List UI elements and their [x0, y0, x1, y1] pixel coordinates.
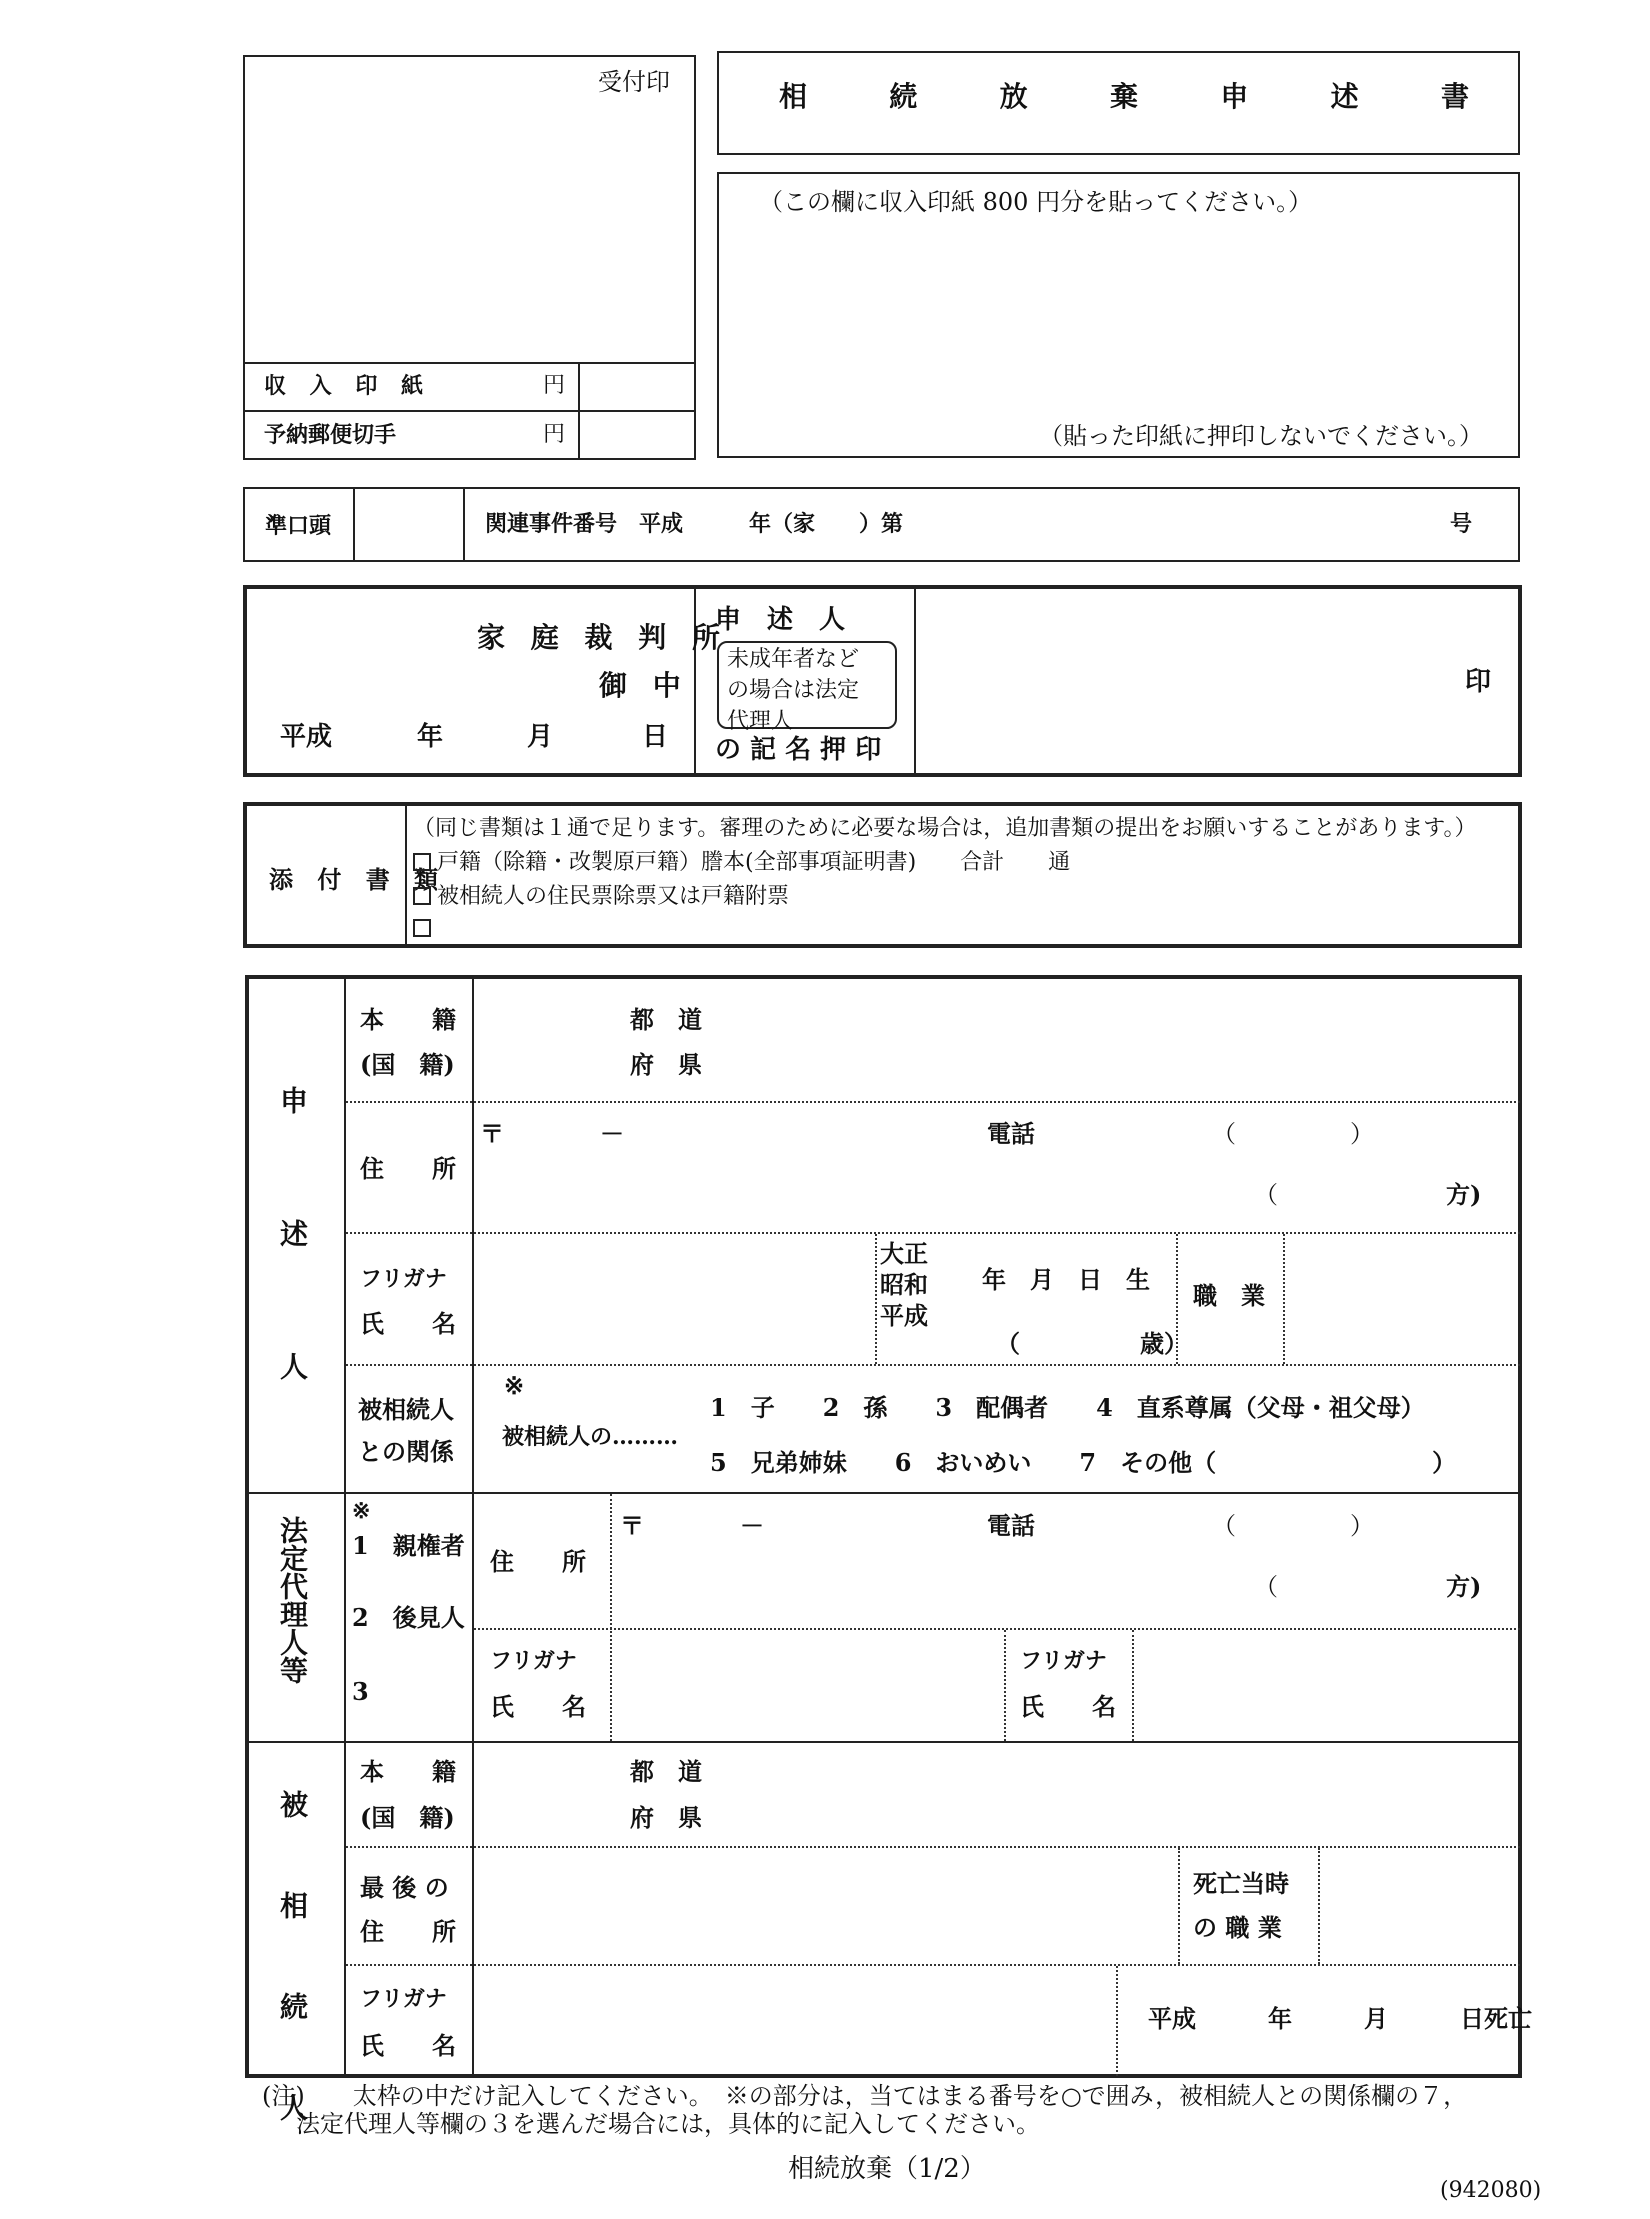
relation-options-row1[interactable]: 1 子 2 孫 3 配偶者 4 直系尊属（父母・祖父母）	[710, 1393, 1425, 1422]
footer-form-code: (942080)	[1440, 2178, 1542, 2203]
legal-rep-kata-open: （	[1254, 1573, 1278, 1601]
relation-label-2: との関係	[358, 1437, 454, 1466]
applicant-paren-note: 未成年者など の場合は法定 代理人	[727, 647, 860, 734]
revenue-stamp-label: 収 入 印 紙	[264, 373, 431, 399]
applicant-kokuseki-label: (国 籍)	[360, 1050, 455, 1079]
decedent-section-label: 被 相 続 人	[276, 1790, 309, 2141]
applicant-section-label: 申 述 人	[276, 1086, 309, 1416]
relation-kome: ※	[504, 1371, 525, 1400]
attachments-label: 添 付 書 類	[269, 865, 447, 894]
relation-label-1: 被相続人	[358, 1395, 454, 1424]
decedent-death-job-label-1: 死亡当時	[1193, 1869, 1289, 1898]
applicant-address-label: 住 所	[360, 1154, 456, 1183]
date-day: 日	[642, 722, 669, 752]
footer-note-2: 法定代理人等欄の３を選んだ場合には，具体的に記入してください。	[296, 2110, 1040, 2138]
applicant-age: （ 歳）	[996, 1329, 1188, 1358]
attachment-item-2[interactable]: 被相続人の住民票除票又は戸籍附票	[413, 886, 789, 908]
receipt-stamp-label: 受付印	[598, 68, 670, 96]
date-year: 年	[417, 722, 444, 752]
applicant-phone-paren-close: ）	[1350, 1120, 1374, 1148]
case-number-suffix: 号	[1450, 511, 1473, 537]
applicant-name-label: 氏 名	[360, 1309, 456, 1338]
legal-rep-phone-label: 電話	[987, 1511, 1035, 1540]
decedent-honseki-label: 本 籍	[360, 1757, 456, 1786]
legal-rep-phone-paren-open: （	[1212, 1512, 1236, 1540]
revenue-stamp-yen: 円	[543, 373, 566, 398]
stamp-note-top: （この欄に収入印紙 800 円分を貼ってください。）	[759, 188, 1313, 216]
attachments-note: （同じ書類は１通で足ります。審理のために必要な場合は，追加書類の提出をお願いすることがあります。）	[413, 816, 1477, 841]
decedent-name-label: 氏 名	[360, 2031, 456, 2060]
applicant-furigana-label: フリガナ	[360, 1266, 447, 1292]
decedent-fuken: 府 県	[630, 1803, 702, 1832]
legal-rep-furigana-label-1: フリガナ	[490, 1648, 577, 1674]
decedent-kokuseki-label: (国 籍)	[360, 1803, 455, 1832]
legal-rep-phone-paren-close: ）	[1350, 1512, 1374, 1540]
checkbox[interactable]	[413, 887, 431, 905]
legal-rep-address-label: 住 所	[490, 1547, 586, 1576]
legal-rep-name-label-1: 氏 名	[490, 1692, 586, 1721]
applicant-signature-label: 申 述 人	[715, 605, 846, 635]
applicant-fuken: 府 県	[630, 1050, 702, 1079]
relation-prefix: 被相続人の………	[502, 1424, 679, 1450]
jun-kuto-label: 準口頭	[265, 513, 332, 539]
applicant-kata: 方)	[1446, 1180, 1482, 1209]
applicant-honseki-label: 本 籍	[360, 1005, 456, 1034]
main-form-table	[245, 975, 1522, 2078]
legal-rep-kome: ※	[352, 1498, 371, 1524]
decedent-death-job-label-2: の 職 業	[1193, 1913, 1282, 1942]
decedent-furigana-label: フリガナ	[360, 1986, 447, 2012]
attachment-item-3[interactable]	[413, 918, 437, 940]
legal-rep-name-label-2: 氏 名	[1020, 1692, 1116, 1721]
case-number-row	[243, 487, 1520, 562]
applicant-phone-label: 電話	[987, 1119, 1035, 1148]
court-name: 家 庭 裁 判 所	[477, 621, 728, 654]
checkbox[interactable]	[413, 919, 431, 937]
gochu-label: 御 中	[599, 669, 689, 702]
relation-options-row2[interactable]: 5 兄弟姉妹 6 おいめい 7 その他（ ）	[710, 1448, 1457, 1477]
applicant-signature-label-2: の 記 名 押 印	[715, 735, 882, 765]
postage-yen: 円	[543, 422, 566, 447]
applicant-occupation-label: 職 業	[1193, 1281, 1265, 1310]
legal-rep-option-3[interactable]: 3	[352, 1677, 369, 1706]
stamp-note-bottom: （貼った印紙に押印しないでください。）	[1039, 422, 1483, 450]
applicant-era-options: 大正 昭和 平成	[880, 1239, 928, 1331]
legal-rep-option-1[interactable]: 1 親権者	[352, 1531, 465, 1560]
related-case-number: 関連事件番号 平成 年（家 ）第	[485, 511, 904, 537]
date-heisei: 平成	[280, 722, 333, 752]
attachments-box	[243, 802, 1522, 948]
attachment-item-1[interactable]: 戸籍（除籍・改製原戸籍）謄本(全部事項証明書) 合計 通	[413, 852, 1070, 874]
applicant-todo: 都 道	[630, 1005, 702, 1034]
legal-rep-section-label: 法定代理人等	[276, 1516, 309, 1684]
decedent-last-address-label-2: 住 所	[360, 1917, 456, 1946]
legal-rep-furigana-label-2: フリガナ	[1020, 1648, 1107, 1674]
footer-page-label: 相続放棄（1/2）	[788, 2154, 986, 2184]
applicant-postal: 〒 －	[480, 1119, 624, 1148]
postage-label: 予納郵便切手	[264, 422, 397, 448]
checkbox[interactable]	[413, 853, 431, 871]
date-month: 月	[527, 722, 554, 752]
legal-rep-kata: 方)	[1446, 1572, 1482, 1601]
decedent-death-date: 平成 年 月 日死亡	[1148, 2004, 1532, 2033]
applicant-birth-date: 年 月 日 生	[982, 1265, 1150, 1294]
decedent-last-address-label-1: 最 後 の	[360, 1873, 449, 1902]
legal-rep-postal: 〒 －	[620, 1511, 764, 1540]
applicant-kata-open: （	[1254, 1181, 1278, 1209]
page-title: 相 続 放 棄 申 述 書	[779, 80, 1469, 113]
title-box	[717, 51, 1520, 155]
legal-rep-option-2[interactable]: 2 後見人	[352, 1603, 465, 1632]
footer-note-1: (注) 太枠の中だけ記入してください。 ※の部分は，当てはまる番号を○で囲み，被相続人との関係欄の７，	[262, 2082, 1468, 2110]
applicant-phone-paren-open: （	[1212, 1120, 1236, 1148]
seal-mark: 印	[1465, 667, 1492, 697]
revenue-stamp-area	[717, 172, 1520, 458]
decedent-todo: 都 道	[630, 1757, 702, 1786]
court-signature-box	[243, 585, 1522, 777]
